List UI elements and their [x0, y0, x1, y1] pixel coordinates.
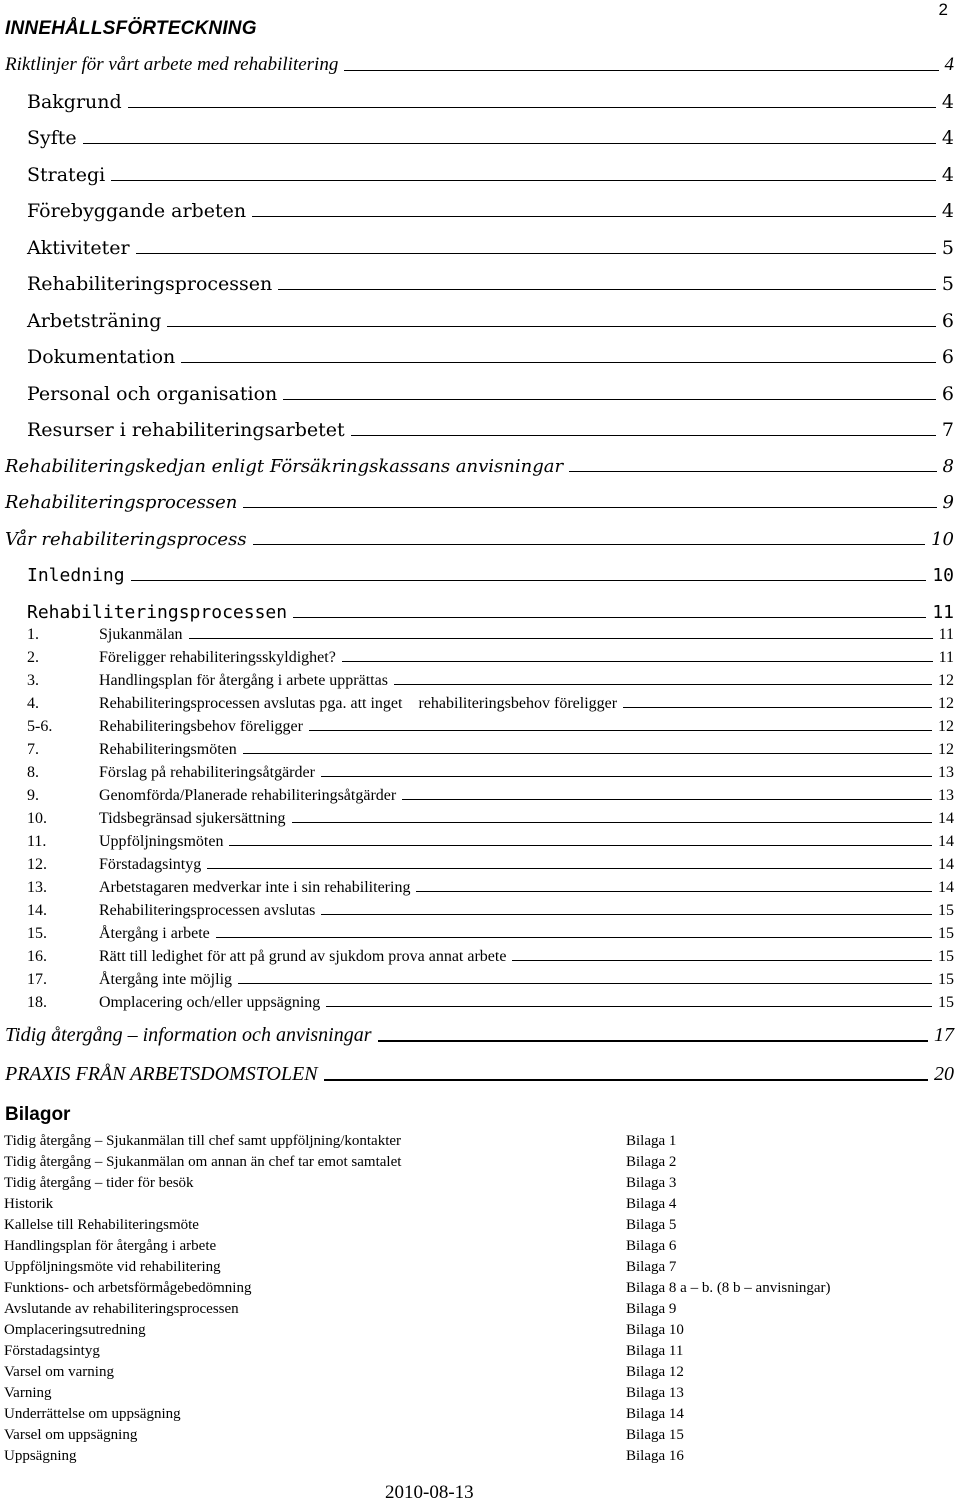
toc-entry-label: Aktiviteter	[27, 237, 130, 259]
toc-entry-label: Omplacering och/eller uppsägning	[99, 994, 321, 1011]
attachment-title: Varsel om uppsägning	[4, 1427, 138, 1443]
attachment-ref: Bilaga 13	[626, 1385, 684, 1401]
toc-entry[interactable]	[27, 127, 954, 149]
toc-entry[interactable]	[5, 1024, 954, 1047]
toc-entry-page: 6	[941, 346, 954, 368]
toc-leader-line	[229, 845, 932, 846]
toc-entry-label: Arbetsträning	[27, 310, 162, 332]
toc-entry-number: 4.	[27, 695, 39, 712]
toc-entry-label: Strategi	[27, 164, 106, 186]
toc-entry-label: Förslag på rehabiliteringsåtgärder	[99, 764, 315, 781]
toc-entry-label: Syfte	[27, 127, 77, 149]
attachment-ref: Bilaga 14	[626, 1406, 684, 1422]
footer-date: 2010-08-13	[385, 1482, 474, 1503]
toc-entry-number: 15.	[27, 925, 47, 942]
toc-leader-line	[326, 1006, 932, 1007]
toc-leader-line	[324, 1079, 928, 1081]
toc-entry-label: Rehabiliteringsprocessen	[27, 273, 273, 295]
toc-leader-line	[292, 822, 932, 823]
toc-leader-line	[344, 70, 938, 71]
attachment-ref: Bilaga 5	[626, 1217, 677, 1233]
attachment-title: Omplaceringsutredning	[4, 1322, 146, 1338]
attachment-title: Uppföljningsmöte vid rehabilitering	[4, 1259, 221, 1275]
attachment-title: Funktions- och arbetsförmågebedömning	[4, 1280, 252, 1296]
toc-entry-page: 10	[931, 529, 954, 550]
toc-entry[interactable]	[27, 971, 954, 989]
toc-entry-number: 8.	[27, 764, 39, 781]
toc-entry-label: Sjukanmälan	[99, 626, 183, 643]
attachment-title: Handlingsplan för återgång i arbete	[4, 1238, 217, 1254]
toc-entry[interactable]	[5, 54, 954, 76]
attachment-ref: Bilaga 7	[626, 1259, 677, 1275]
toc-entry-page: 17	[934, 1024, 954, 1046]
toc-entry-page: 14	[938, 810, 954, 827]
toc-entry-page: 10	[932, 565, 954, 586]
toc-entry-label: Rätt till ledighet för att på grund av sjukdom prova annat arbete	[99, 948, 507, 965]
toc-entry-number: 9.	[27, 787, 39, 804]
toc-entry-label: Riktlinjer för vårt arbete med rehabilitering	[5, 54, 339, 75]
attachment-ref: Bilaga 3	[626, 1175, 677, 1191]
toc-leader-line	[351, 435, 936, 436]
attachment-ref: Bilaga 9	[626, 1301, 677, 1317]
attachment-ref: Bilaga 6	[626, 1238, 677, 1254]
toc-entry-label: Genomförda/Planerade rehabiliteringsåtgärder	[99, 787, 397, 804]
toc-entry-number: 7.	[27, 741, 39, 758]
toc-entry-page: 4	[941, 164, 954, 186]
toc-entry[interactable]	[27, 419, 954, 441]
toc-entry-page: 5	[941, 237, 954, 259]
toc-entry-label: Rehabiliteringskedjan enligt Försäkringskassans anvisningar	[5, 456, 564, 477]
attachment-title: Kallelse till Rehabiliteringsmöte	[4, 1217, 199, 1233]
toc-leader-line	[309, 730, 932, 731]
toc-entry-page: 11	[932, 602, 954, 623]
toc-entry-label: Vår rehabiliteringsprocess	[5, 529, 247, 550]
toc-entry-label: Rehabiliteringsprocessen avslutas pga. att inget rehabiliteringsbehov föreligger	[99, 695, 618, 712]
toc-entry-page: 6	[941, 383, 954, 405]
toc-entry[interactable]	[27, 948, 954, 966]
toc-leader-line	[243, 753, 932, 754]
toc-entry-page: 12	[938, 741, 954, 758]
attachment-title: Tidig återgång – Sjukanmälan om annan än chef tar emot samtalet	[4, 1154, 402, 1170]
toc-entry-number: 12.	[27, 856, 47, 873]
toc-entry-label: Arbetstagaren medverkar inte i sin rehabilitering	[99, 879, 411, 896]
attachment-ref: Bilaga 1	[626, 1133, 677, 1149]
toc-leader-line	[252, 216, 936, 217]
attachment-title: Underrättelse om uppsägning	[4, 1406, 181, 1422]
toc-entry-label: Uppföljningsmöten	[99, 833, 224, 850]
toc-leader-line	[128, 107, 936, 108]
toc-entry-label: Dokumentation	[27, 346, 176, 368]
toc-entry-label: Bakgrund	[27, 91, 122, 113]
toc-entry-page: 15	[938, 948, 954, 965]
toc-entry-page: 5	[941, 273, 954, 295]
toc-entry-label: Återgång inte möjlig	[99, 971, 233, 988]
attachment-title: Tidig återgång – Sjukanmälan till chef samt uppföljning/kontakter	[4, 1133, 402, 1149]
toc-entry[interactable]	[27, 273, 954, 295]
toc-entry-label: Tidsbegränsad sjukersättning	[99, 810, 286, 827]
toc-entry[interactable]	[27, 879, 954, 897]
toc-heading: INNEHÅLLSFÖRTECKNING	[5, 18, 257, 39]
toc-entry-label: Rehabiliteringsprocessen	[5, 492, 238, 513]
toc-entry-number: 10.	[27, 810, 47, 827]
toc-entry-number: 17.	[27, 971, 47, 988]
toc-leader-line	[167, 326, 936, 327]
toc-leader-line	[402, 799, 932, 800]
toc-entry[interactable]	[27, 200, 954, 222]
toc-entry[interactable]	[27, 741, 954, 759]
attachment-title: Förstadagsintyg	[4, 1343, 100, 1359]
toc-entry[interactable]	[27, 346, 954, 368]
attachment-title: Avslutande av rehabiliteringsprocessen	[4, 1301, 239, 1317]
attachment-title: Varsel om varning	[4, 1364, 114, 1380]
toc-entry-page: 15	[938, 971, 954, 988]
toc-entry[interactable]	[27, 649, 954, 667]
toc-entry-label: Rehabiliteringsprocessen avslutas	[99, 902, 316, 919]
toc-leader-line	[253, 544, 926, 545]
toc-entry-label: Förebyggande arbeten	[27, 200, 247, 222]
toc-leader-line	[243, 507, 936, 508]
toc-entry-page: 4	[944, 54, 954, 75]
toc-entry-page: 13	[938, 787, 954, 804]
toc-entry-label: Rehabiliteringsbehov föreligger	[99, 718, 303, 735]
attachments-heading: Bilagor	[5, 1104, 71, 1125]
toc-entry[interactable]	[27, 237, 954, 259]
toc-entry-page: 15	[938, 925, 954, 942]
toc-leader-line	[216, 937, 932, 938]
toc-entry-number: 2.	[27, 649, 39, 666]
toc-entry-page: 6	[941, 310, 954, 332]
attachment-ref: Bilaga 10	[626, 1322, 684, 1338]
toc-leader-line	[321, 776, 932, 777]
toc-leader-line	[181, 362, 936, 363]
toc-entry[interactable]	[27, 672, 954, 690]
toc-entry-label: Återgång i arbete	[99, 925, 210, 942]
toc-entry[interactable]	[27, 764, 954, 782]
attachment-ref: Bilaga 12	[626, 1364, 684, 1380]
toc-entry-page: 12	[938, 695, 954, 712]
toc-entry-label: Personal och organisation	[27, 383, 278, 405]
toc-leader-line	[189, 638, 933, 639]
toc-entry[interactable]	[27, 718, 954, 736]
toc-entry[interactable]	[27, 164, 954, 186]
toc-entry[interactable]	[27, 925, 954, 943]
toc-entry-number: 14.	[27, 902, 47, 919]
toc-leader-line	[283, 399, 936, 400]
toc-entry[interactable]	[27, 787, 954, 805]
toc-entry[interactable]	[27, 902, 954, 920]
toc-entry-page: 11	[938, 649, 954, 666]
toc-entry-page: 11	[938, 626, 954, 643]
toc-entry[interactable]	[27, 626, 954, 644]
toc-entry-page: 15	[938, 994, 954, 1011]
toc-entry-number: 18.	[27, 994, 47, 1011]
toc-leader-line	[293, 617, 926, 618]
toc-entry-page: 7	[941, 419, 954, 441]
toc-leader-line	[278, 289, 936, 290]
toc-entry-label: Förstadagsintyg	[99, 856, 202, 873]
toc-entry-page: 12	[938, 672, 954, 689]
attachment-title: Uppsägning	[4, 1448, 77, 1464]
attachment-ref: Bilaga 8 a – b. (8 b – anvisningar)	[626, 1280, 831, 1296]
toc-entry-page: 4	[941, 127, 954, 149]
toc-entry[interactable]	[27, 310, 954, 332]
toc-leader-line	[378, 1040, 929, 1042]
toc-entry-page: 14	[938, 879, 954, 896]
toc-entry-number: 11.	[27, 833, 47, 850]
toc-entry-label: Handlingsplan för återgång i arbete upprättas	[99, 672, 388, 689]
toc-entry-label: Föreligger rehabiliteringsskyldighet?	[99, 649, 336, 666]
toc-entry[interactable]	[5, 456, 954, 477]
toc-leader-line	[394, 684, 932, 685]
toc-entry-label: PRAXIS FRÅN ARBETSDOMSTOLEN	[5, 1063, 318, 1085]
toc-entry-page: 14	[938, 833, 954, 850]
toc-entry[interactable]	[27, 856, 954, 874]
toc-leader-line	[136, 253, 936, 254]
toc-leader-line	[111, 180, 936, 181]
toc-entry-number: 5-6.	[27, 718, 53, 735]
toc-leader-line	[321, 914, 932, 915]
attachment-ref: Bilaga 11	[626, 1343, 684, 1359]
toc-entry-page: 8	[942, 456, 954, 477]
toc-entry[interactable]	[27, 833, 954, 851]
toc-entry-label: Rehabiliteringsmöten	[99, 741, 237, 758]
toc-entry-label: Inledning	[27, 565, 125, 586]
toc-entry[interactable]	[27, 994, 954, 1012]
toc-leader-line	[342, 661, 933, 662]
toc-entry-page: 4	[941, 200, 954, 222]
toc-entry[interactable]	[27, 810, 954, 828]
toc-entry-page: 14	[938, 856, 954, 873]
toc-entry-page: 15	[938, 902, 954, 919]
toc-leader-line	[569, 471, 936, 472]
attachment-ref: Bilaga 16	[626, 1448, 684, 1464]
toc-entry[interactable]	[5, 529, 954, 550]
attachment-ref: Bilaga 4	[626, 1196, 677, 1212]
attachment-ref: Bilaga 2	[626, 1154, 677, 1170]
toc-entry[interactable]	[5, 492, 954, 513]
toc-entry-label: Rehabiliteringsprocessen	[27, 602, 288, 623]
toc-entry-label: Tidig återgång – information och anvisningar	[5, 1024, 372, 1046]
toc-entry-page: 20	[934, 1063, 954, 1085]
toc-leader-line	[207, 868, 932, 869]
toc-leader-line	[623, 707, 932, 708]
toc-leader-line	[83, 143, 936, 144]
attachment-ref: Bilaga 15	[626, 1427, 684, 1443]
attachment-title: Varning	[4, 1385, 52, 1401]
toc-entry-page: 9	[942, 492, 954, 513]
toc-leader-line	[238, 983, 932, 984]
toc-entry[interactable]	[27, 565, 954, 586]
toc-entry-label: Resurser i rehabiliteringsarbetet	[27, 419, 345, 441]
toc-entry-number: 1.	[27, 626, 39, 643]
toc-leader-line	[416, 891, 932, 892]
toc-entry[interactable]	[27, 91, 954, 113]
toc-entry[interactable]	[5, 1063, 954, 1086]
toc-entry[interactable]	[27, 602, 954, 623]
attachment-title: Historik	[4, 1196, 54, 1212]
toc-entry[interactable]	[27, 383, 954, 405]
attachment-title: Tidig återgång – tider för besök	[4, 1175, 194, 1191]
toc-entry[interactable]	[27, 695, 954, 713]
toc-entry-page: 13	[938, 764, 954, 781]
toc-entry-number: 13.	[27, 879, 47, 896]
toc-entry-number: 3.	[27, 672, 39, 689]
toc-entry-number: 16.	[27, 948, 47, 965]
page-number: 2	[938, 0, 948, 19]
toc-leader-line	[512, 960, 932, 961]
toc-leader-line	[131, 580, 927, 581]
toc-entry-page: 12	[938, 718, 954, 735]
toc-entry-page: 4	[941, 91, 954, 113]
